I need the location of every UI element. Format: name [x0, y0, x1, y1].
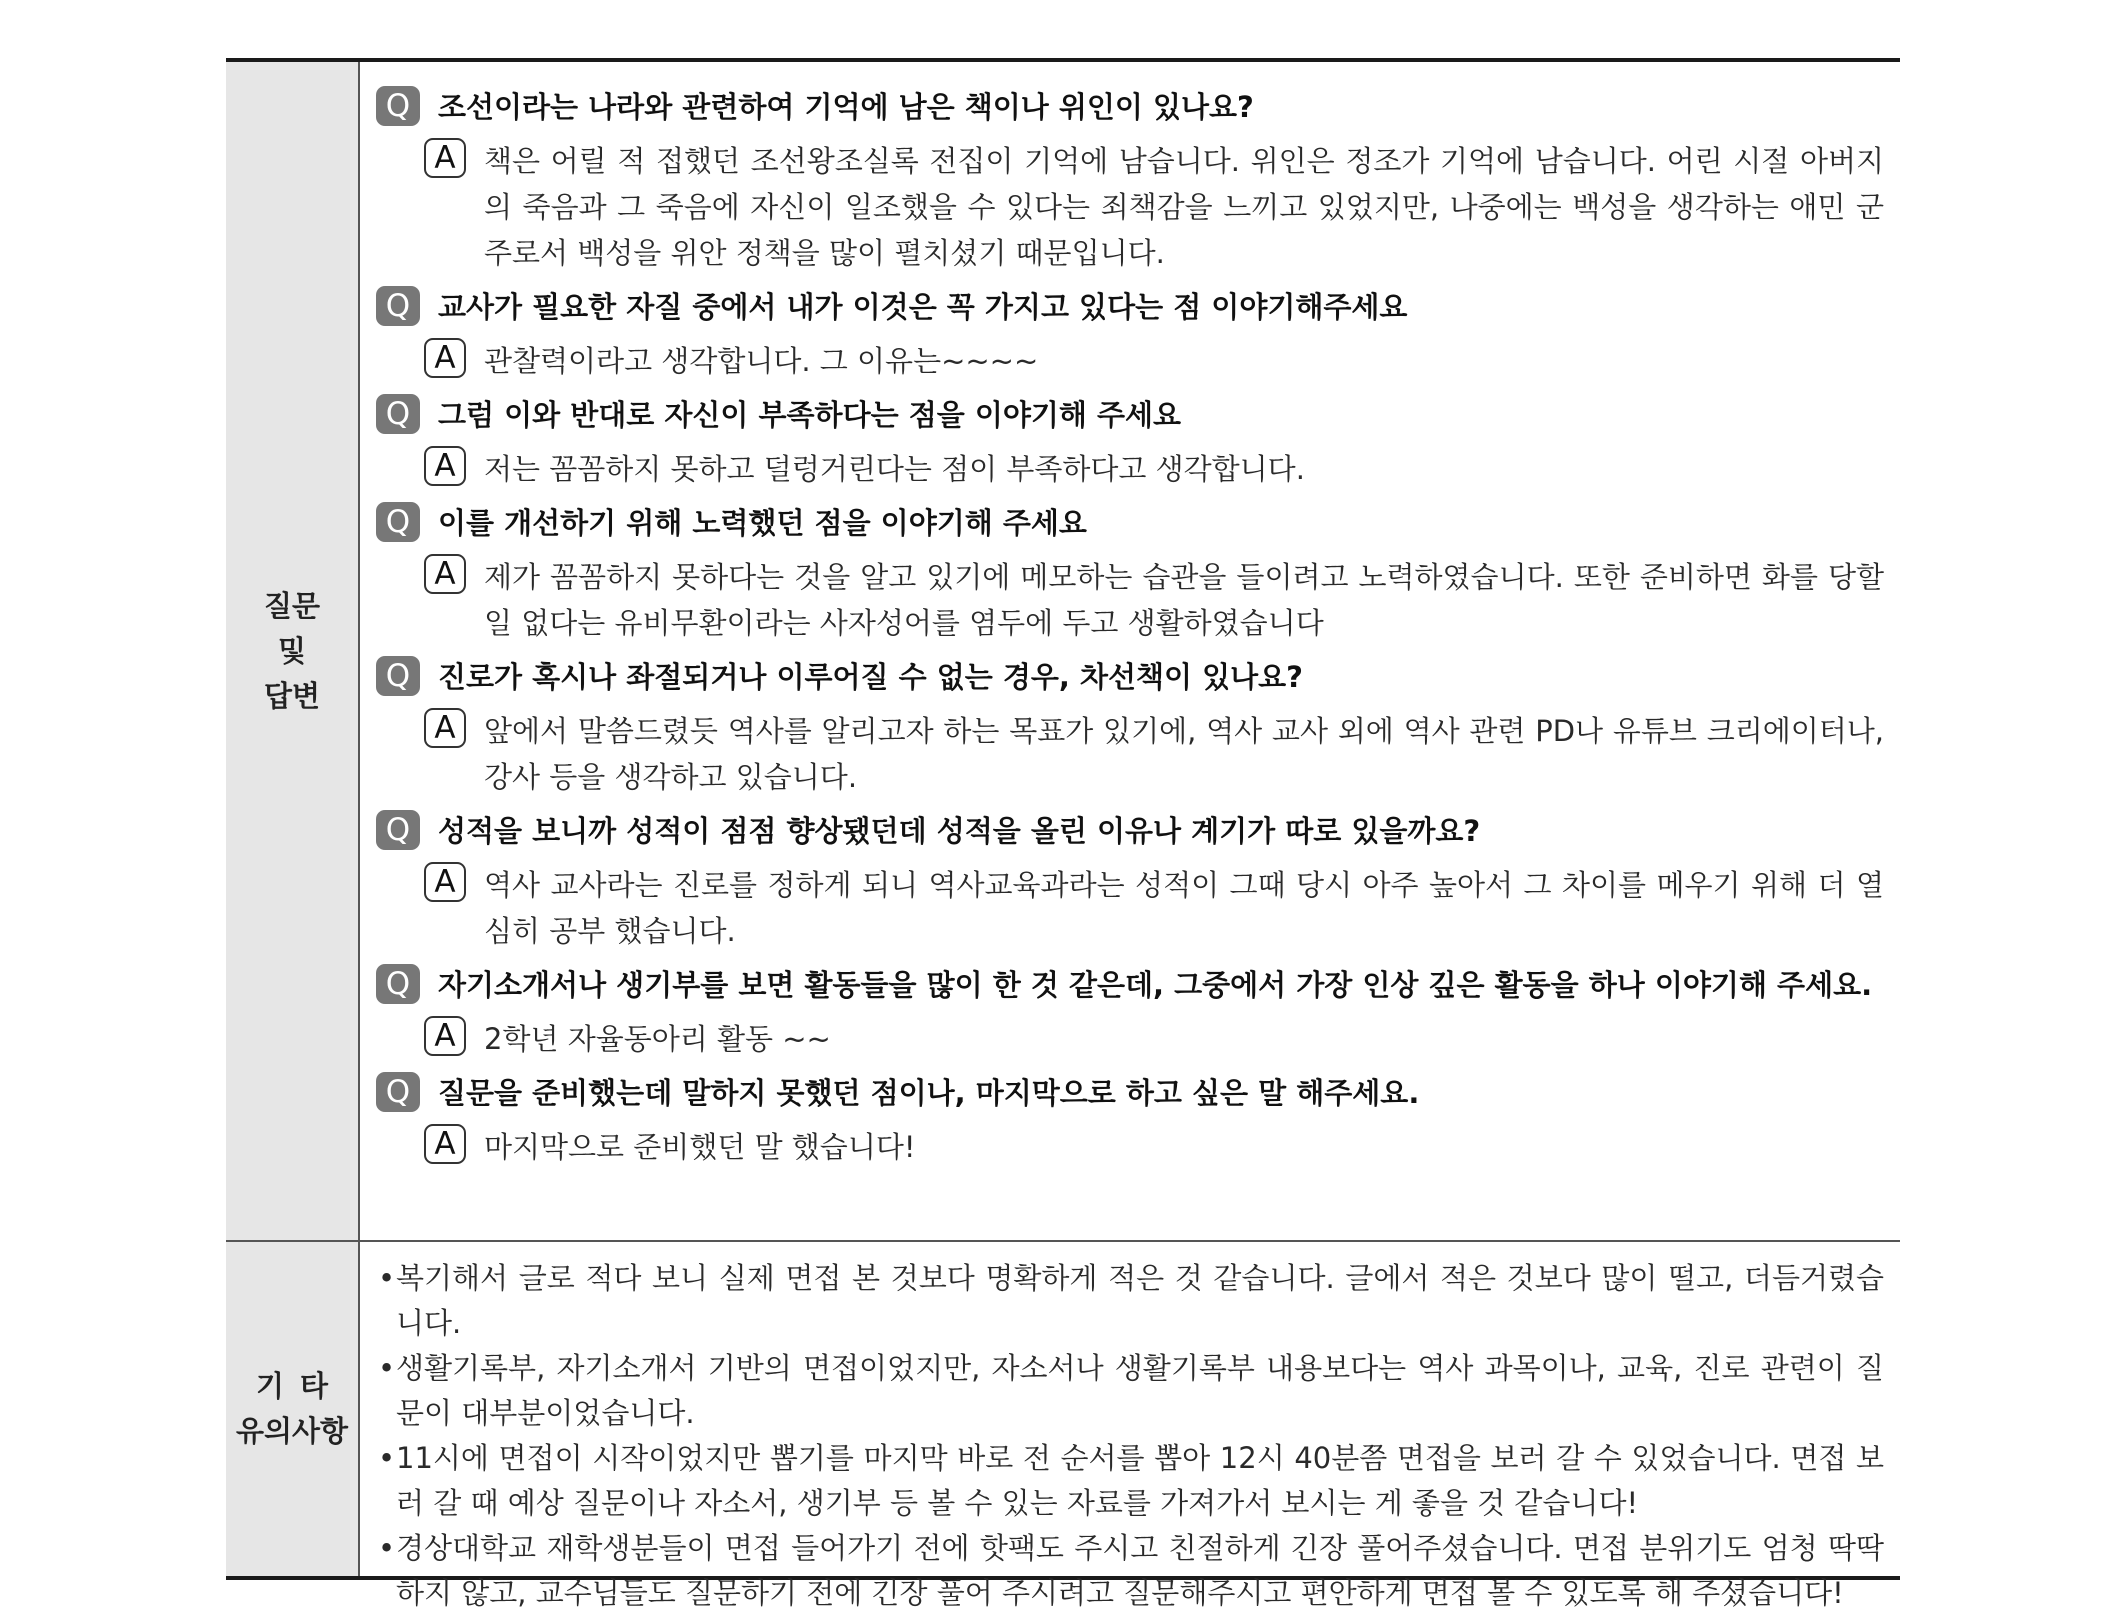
answer [376, 708, 1884, 800]
answer-badge: A [424, 138, 466, 178]
answer-badge: A [424, 554, 466, 594]
answer-text: 저는 꼼꼼하지 못하고 덜렁거린다는 점이 부족하다고 생각합니다. [484, 452, 1305, 486]
question [376, 84, 1884, 130]
qa-label-line: 질문 [263, 588, 321, 623]
qa-label-line: 및 [277, 633, 306, 668]
question-badge: Q [376, 810, 420, 850]
note-item [378, 1256, 1884, 1346]
question [376, 284, 1884, 330]
qa-label-line: 답변 [263, 678, 321, 713]
question [376, 500, 1884, 546]
notes-section [226, 1240, 1900, 1610]
note-item [378, 1526, 1884, 1616]
interview-table [226, 58, 1900, 1610]
answer-text: 제가 꼼꼼하지 못하다는 것을 알고 있기에 메모하는 습관을 들이려고 노력하였습니다. 또한 준비하면 화를 당할 일 없다는 유비무환이라는 사자성어를 염두에 두고 생활하였습니다 [484, 560, 1884, 640]
question [376, 392, 1884, 438]
answer [376, 138, 1884, 276]
notes-label-char: 기 [256, 1369, 285, 1403]
answer [376, 446, 1884, 492]
question [376, 808, 1884, 854]
answer-text: 마지막으로 준비했던 말 했습니다! [484, 1130, 916, 1164]
answer-text: 관찰력이라고 생각합니다. 그 이유는~~~~ [484, 344, 1039, 378]
qa-label-cell [226, 62, 360, 1240]
note-text: 11시에 면접이 시작이었지만 뽑기를 마지막 바로 전 순서를 뽑아 12시 40분쯤 면접을 보러 갈 수 있었습니다. 면접 보러 갈 때 예상 질문이나 자소서, 생기부 등 볼 수 있는 자료를 가져가서 보시는 게 좋을 것 같습니다! [396, 1441, 1884, 1520]
answer-badge: A [424, 1016, 466, 1056]
question-badge: Q [376, 286, 420, 326]
bullet: • [378, 1351, 396, 1385]
question-badge: Q [376, 394, 420, 434]
bullet: • [378, 1441, 396, 1475]
question-text: 조선이라는 나라와 관련하여 기억에 남은 책이나 위인이 있나요? [438, 90, 1254, 124]
qa-label [264, 584, 320, 719]
question-badge: Q [376, 86, 420, 126]
answer [376, 1124, 1884, 1170]
answer [376, 554, 1884, 646]
question [376, 654, 1884, 700]
question-badge: Q [376, 964, 420, 1004]
note-item [378, 1436, 1884, 1526]
question-text: 교사가 필요한 자질 중에서 내가 이것은 꼭 가지고 있다는 점 이야기해주세요 [438, 290, 1408, 324]
answer [376, 862, 1884, 954]
notes-label [236, 1364, 348, 1454]
question-text: 질문을 준비했는데 말하지 못했던 점이나, 마지막으로 하고 싶은 말 해주세요. [438, 1076, 1420, 1110]
note-text: 생활기록부, 자기소개서 기반의 면접이었지만, 자소서나 생활기록부 내용보다는 역사 과목이나, 교육, 진로 관련이 질문이 대부분이었습니다. [396, 1351, 1884, 1430]
question-badge: Q [376, 1072, 420, 1112]
question-badge: Q [376, 502, 420, 542]
question-text: 진로가 혹시나 좌절되거나 이루어질 수 없는 경우, 차선책이 있나요? [438, 660, 1303, 694]
answer-badge: A [424, 708, 466, 748]
question-badge: Q [376, 656, 420, 696]
question-text: 그럼 이와 반대로 자신이 부족하다는 점을 이야기해 주세요 [438, 398, 1182, 432]
answer-badge: A [424, 338, 466, 378]
answer [376, 338, 1884, 384]
question-text: 성적을 보니까 성적이 점점 향상됐던데 성적을 올린 이유나 계기가 따로 있을까요? [438, 814, 1481, 848]
notes-label-line: 유의사항 [235, 1414, 349, 1448]
note-text: 경상대학교 재학생분들이 면접 들어가기 전에 핫팩도 주시고 친절하게 긴장 풀어주셨습니다. 면접 분위기도 엄청 딱딱하지 않고, 교수님들도 질문하기 전에 긴장 풀어 주시려고 질문해주시고 편안하게 면접 볼 수 있도록 해 주셨습니다! [396, 1531, 1884, 1610]
bullet: • [378, 1261, 396, 1295]
notes-label-cell [226, 1242, 360, 1576]
answer [376, 1016, 1884, 1062]
answer-text: 책은 어릴 적 접했던 조선왕조실록 전집이 기억에 남습니다. 위인은 정조가 기억에 남습니다. 어린 시절 아버지의 죽음과 그 죽음에 자신이 일조했을 수 있다는 죄책감을 느끼고 있었지만, 나중에는 백성을 생각하는 애민 군주로서 백성을 위안 정책을 많이 펼치셨기 때문입니다. [484, 144, 1884, 270]
question-text: 자기소개서나 생기부를 보면 활동들을 많이 한 것 같은데, 그중에서 가장 인상 깊은 활동을 하나 이야기해 주세요. [438, 968, 1873, 1002]
answer-badge: A [424, 862, 466, 902]
notes-label-char: 타 [299, 1369, 328, 1403]
note-text: 복기해서 글로 적다 보니 실제 면접 본 것보다 명확하게 적은 것 같습니다. 글에서 적은 것보다 많이 떨고, 더듬거렸습니다. [396, 1261, 1884, 1340]
question [376, 962, 1884, 1008]
notes-list [360, 1242, 1900, 1610]
answer-text: 2학년 자율동아리 활동 ~~ [484, 1022, 831, 1056]
qa-list [360, 62, 1900, 1240]
answer-badge: A [424, 1124, 466, 1164]
question-text: 이를 개선하기 위해 노력했던 점을 이야기해 주세요 [438, 506, 1087, 540]
question [376, 1070, 1884, 1116]
note-item [378, 1346, 1884, 1436]
notes-label-line [256, 1364, 328, 1409]
qa-section [226, 62, 1900, 1240]
bullet: • [378, 1531, 396, 1565]
answer-text: 역사 교사라는 진로를 정하게 되니 역사교육과라는 성적이 그때 당시 아주 높아서 그 차이를 메우기 위해 더 열심히 공부 했습니다. [484, 868, 1884, 948]
answer-text: 앞에서 말씀드렸듯 역사를 알리고자 하는 목표가 있기에, 역사 교사 외에 역사 관련 PD나 유튜브 크리에이터나, 강사 등을 생각하고 있습니다. [484, 714, 1884, 794]
answer-badge: A [424, 446, 466, 486]
